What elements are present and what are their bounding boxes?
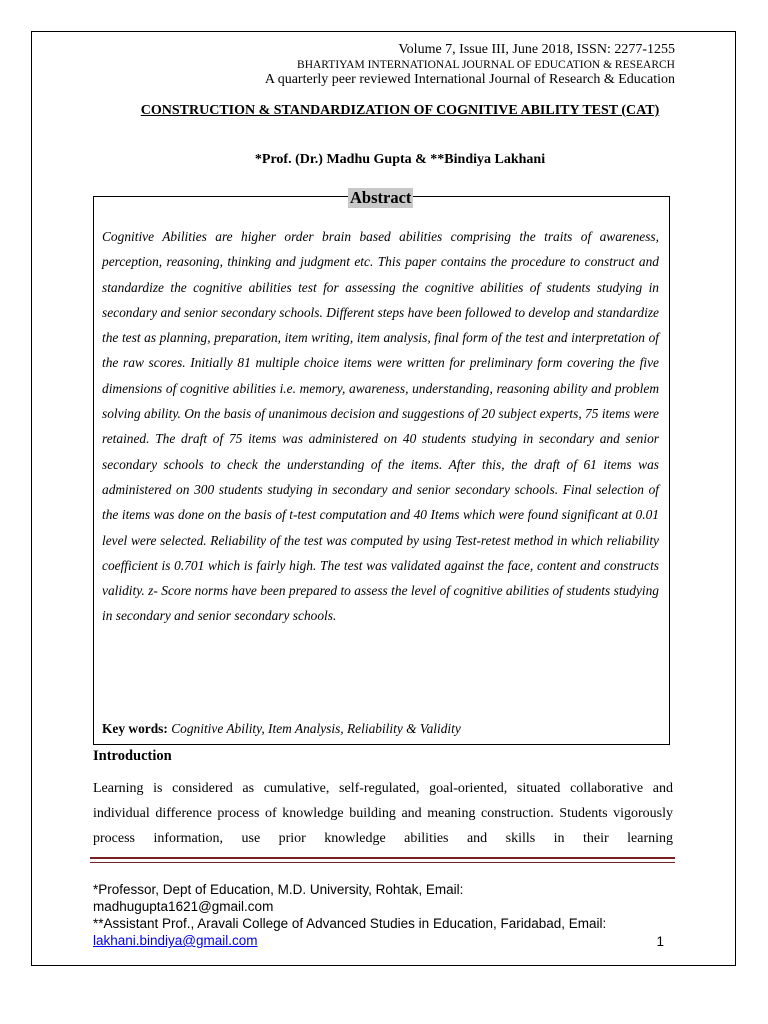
footnote-divider: [90, 857, 675, 859]
introduction-heading: Introduction: [93, 748, 172, 764]
footnotes: [93, 881, 683, 949]
keywords-label: Key words:: [102, 721, 168, 736]
footnote-professor: *Professor, Dept of Education, M.D. University, Rohtak, Email:: [93, 882, 464, 897]
abstract-text: Cognitive Abilities are higher order brain based abilities comprising the traits of awareness, perception, reasoning, thinking and judgment etc. This paper contains the procedure to construct and standardize the cognitive abilities test for assessing the cognitive abilities of students studying in secondary and senior secondary schools. Different steps have been followed to develop and standardize the test as planning, preparation, item writing, item analysis, final form of the test and interpretation of the raw scores. Initially 81 multiple choice items were written for preliminary form covering the five dimensions of cognitive abilities i.e. memory, awareness, understanding, reasoning ability and problem solving ability. On the basis of unanimous decision and suggestions of 20 subject experts, 75 items were retained. The draft of 75 items was administered on 40 students studying in secondary and senior secondary schools to check the understanding of the items. After this, the draft of 61 items was administered on 300 students studying in secondary and senior secondary schools. Final selection of the items was done on the basis of t-test computation and 40 Items which were found significant at 0.01 level were selected. Reliability of the test was computed by using Test-retest method in which reliability coefficient is 0.701 which is fairly high. The test was validated against the face, content and constructs validity. z- Score norms have been prepared to assess the level of cognitive abilities of students studying in secondary and senior secondary schools.: [102, 229, 659, 624]
footnote-assistant: **Assistant Prof., Aravali College of Advanced Studies in Education, Faridabad, Email:: [93, 916, 607, 931]
journal-description: A quarterly peer reviewed International Journal of Research & Education: [264, 72, 675, 87]
page-number: 1: [656, 934, 664, 949]
journal-volume: Volume 7, Issue III, June 2018, ISSN: 2277-1255: [398, 42, 675, 57]
keywords: [102, 721, 461, 737]
introduction-text: Learning is considered as cumulative, self-regulated, goal-oriented, situated collaborative and individual difference process of knowledge building and meaning construction. Students vigorously process information, use prior knowledge abilities and skills in their learning: [93, 781, 673, 846]
footnote-professor-email: madhugupta1621@gmail.com: [93, 899, 274, 914]
journal-name: BHARTIYAM INTERNATIONAL JOURNAL OF EDUCATION & RESEARCH: [297, 59, 675, 71]
paper-authors: *Prof. (Dr.) Madhu Gupta & **Bindiya Lakhani: [254, 152, 546, 167]
abstract-heading: Abstract: [350, 188, 412, 207]
paper-title: CONSTRUCTION & STANDARDIZATION OF COGNITIVE ABILITY TEST (CAT): [140, 103, 660, 118]
footnote-divider-thin: [90, 862, 675, 863]
keywords-text: Cognitive Ability, Item Analysis, Reliability & Validity: [171, 721, 461, 736]
assistant-email-link[interactable]: lakhani.bindiya@gmail.com: [93, 933, 258, 948]
